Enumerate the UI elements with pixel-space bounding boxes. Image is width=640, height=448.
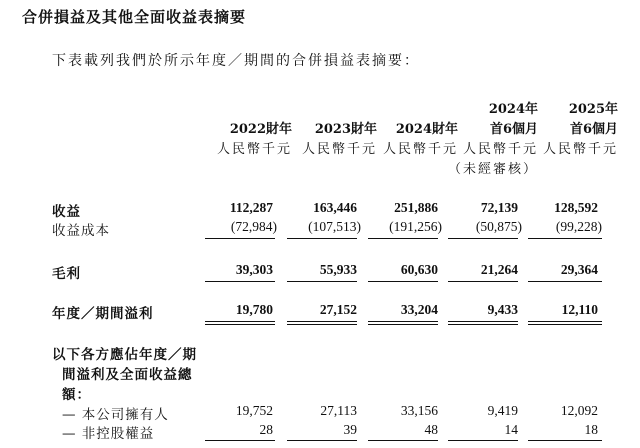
cell-profit-1h2025: 12,110 xyxy=(561,302,598,317)
column-unit: 人民幣千元 xyxy=(542,142,618,157)
subtotal-rule xyxy=(368,238,438,239)
column-unit: 人民幣千元 xyxy=(462,142,538,157)
subtotal-rule xyxy=(528,440,602,441)
row-label-nci: — 非控股權益 xyxy=(62,426,155,442)
subtotal-rule xyxy=(287,440,357,441)
row-label-cost-of-revenue: 收益成本 xyxy=(52,223,110,239)
column-unit: 人民幣千元 xyxy=(301,142,377,157)
cell-revenue-2022: 112,287 xyxy=(229,200,273,215)
column-year: 首6個月 xyxy=(489,122,538,137)
cell-nci-2024: 48 xyxy=(424,422,438,437)
cell-revenue-1h2025: 128,592 xyxy=(554,200,598,215)
column-year: 首6個月 xyxy=(569,122,618,137)
cell-nci-1h2025: 18 xyxy=(584,422,598,437)
cell-nci-1h2024: 14 xyxy=(504,422,518,437)
subtotal-rule xyxy=(448,440,518,441)
intro-paragraph: 下表載列我們於所示年度／期間的合併損益表摘要： xyxy=(52,53,420,69)
column-header-2023 xyxy=(287,120,377,160)
cell-nci-2023: 39 xyxy=(343,422,357,437)
total-rule xyxy=(448,281,518,282)
cell-gp-1h2024: 21,264 xyxy=(480,262,518,277)
double-rule xyxy=(528,321,602,325)
attrib-heading-line-1: 以下各方應佔年度／期 xyxy=(52,347,197,363)
cell-cost-2024: (191,256) xyxy=(389,219,442,234)
cell-cost-2022: (72,984) xyxy=(230,219,277,234)
cell-profit-1h2024: 9,433 xyxy=(487,302,518,317)
subtotal-rule xyxy=(448,238,518,239)
total-rule xyxy=(205,281,275,282)
cell-profit-2023: 27,152 xyxy=(319,302,357,317)
cell-gp-2023: 55,933 xyxy=(319,262,357,277)
cell-cost-2023: (107,513) xyxy=(308,219,361,234)
column-header-1h2025 xyxy=(528,100,618,160)
cell-cost-1h2025: (99,228) xyxy=(555,219,602,234)
total-rule xyxy=(287,281,357,282)
subtotal-rule xyxy=(205,440,275,441)
row-label-revenue: 收益 xyxy=(52,204,81,220)
column-header-2022 xyxy=(202,120,292,160)
row-label-gross-profit: 毛利 xyxy=(52,266,81,282)
total-rule xyxy=(368,281,438,282)
cell-profit-2022: 19,780 xyxy=(235,302,273,317)
attrib-heading-line-3: 額： xyxy=(62,387,91,403)
subtotal-rule xyxy=(205,238,275,239)
column-unit: 人民幣千元 xyxy=(216,142,292,157)
double-rule xyxy=(368,321,438,325)
column-header-1h2024 xyxy=(448,100,538,180)
column-year-top: 2025年 xyxy=(568,102,618,117)
cell-cost-1h2024: (50,875) xyxy=(475,219,522,234)
column-year: 2024財年 xyxy=(395,122,458,137)
total-rule xyxy=(528,281,602,282)
cell-gp-2022: 39,303 xyxy=(235,262,273,277)
cell-owners-2023: 27,113 xyxy=(320,403,357,418)
cell-revenue-1h2024: 72,139 xyxy=(480,200,518,215)
section-title: 合併損益及其他全面收益表摘要 xyxy=(22,8,247,26)
cell-revenue-2024: 251,886 xyxy=(394,200,438,215)
cell-owners-2024: 33,156 xyxy=(400,403,438,418)
subtotal-rule xyxy=(368,440,438,441)
subtotal-rule xyxy=(528,238,602,239)
column-year: 2023財年 xyxy=(314,122,377,137)
cell-revenue-2023: 163,446 xyxy=(313,200,357,215)
column-year: 2022財年 xyxy=(229,122,292,137)
cell-gp-2024: 60,630 xyxy=(400,262,438,277)
subtotal-rule xyxy=(287,238,357,239)
row-label-owners: — 本公司擁有人 xyxy=(62,407,169,423)
attrib-heading-line-2: 間溢利及全面收益總 xyxy=(62,367,193,383)
column-unit: 人民幣千元 xyxy=(382,142,458,157)
double-rule xyxy=(205,321,275,325)
double-rule xyxy=(448,321,518,325)
cell-owners-1h2024: 9,419 xyxy=(487,403,518,418)
cell-nci-2022: 28 xyxy=(259,422,273,437)
column-year-top: 2024年 xyxy=(488,102,538,117)
cell-profit-2024: 33,204 xyxy=(400,302,438,317)
cell-owners-1h2025: 12,092 xyxy=(560,403,598,418)
column-header-2024 xyxy=(368,120,458,160)
column-note: （未經審核） xyxy=(448,162,539,177)
cell-gp-1h2025: 29,364 xyxy=(560,262,598,277)
double-rule xyxy=(287,321,357,325)
row-label-profit: 年度／期間溢利 xyxy=(52,306,154,322)
cell-owners-2022: 19,752 xyxy=(235,403,273,418)
